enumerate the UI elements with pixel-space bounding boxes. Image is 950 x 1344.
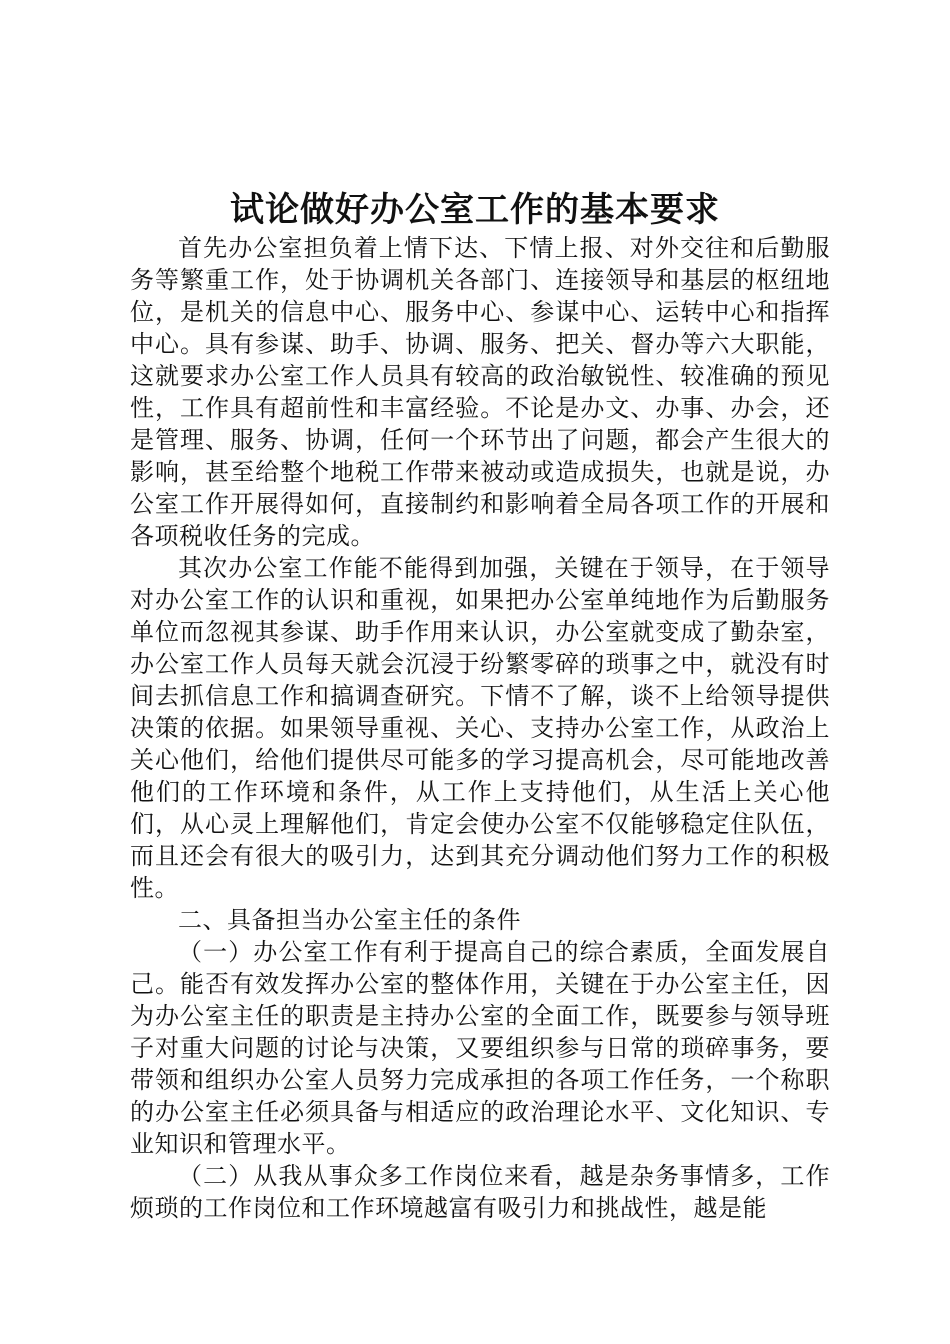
document-title: 试论做好办公室工作的基本要求 xyxy=(230,190,720,230)
document-body xyxy=(130,232,830,1224)
paragraph-2: 其次办公室工作能不能得到加强，关键在于领导，在于领导对办公室工作的认识和重视，如果把办公室单纯地作为后勤服务单位而忽视其参谋、助手作用来认识，办公室就变成了勤杂室，办公室工作人员每天就会沉浸于纷繁零碎的琐事之中，就没有时间去抓信息工作和搞调查研究。下情不了解，谈不上给领导提供决策的依据。如果领导重视、关心、支持办公室工作，从政治上关心他们，给他们提供尽可能多的学习提高机会，尽可能地改善他们的工作环境和条件，从工作上支持他们，从生活上关心他们，从心灵上理解他们，肯定会使办公室不仅能够稳定住队伍，而且还会有很大的吸引力，达到其充分调动他们努力工作的积极性。 xyxy=(130,554,830,902)
section-heading: 二、具备担当办公室主任的条件 xyxy=(178,906,521,934)
paragraph-3: （一）办公室工作有利于提高自己的综合素质，全面发展自己。能否有效发挥办公室的整体作用，关键在于办公室主任，因为办公室主任的职责是主持办公室的全面工作，既要参与领导班子对重大问题的讨论与决策，又要组织参与日常的琐碎事务，要带领和组织办公室人员努力完成承担的各项工作任务，一个称职的办公室主任必须具备与相适应的政治理论水平、文化知识、专业知识和管理水平。 xyxy=(130,938,830,1158)
paragraph-4: （二）从我从事众多工作岗位来看，越是杂务事情多，工作烦琐的工作岗位和工作环境越富有吸引力和挑战性，越是能 xyxy=(130,1162,830,1222)
paragraph-1: 首先办公室担负着上情下达、下情上报、对外交往和后勤服务等繁重工作，处于协调机关各部门、连接领导和基层的枢纽地位，是机关的信息中心、服务中心、参谋中心、运转中心和指挥中心。具有参谋、助手、协调、服务、把关、督办等六大职能，这就要求办公室工作人员具有较高的政治敏锐性、较准确的预见性，工作具有超前性和丰富经验。不论是办文、办事、办会，还是管理、服务、协调，任何一个环节出了问题，都会产生很大的影响，甚至给整个地税工作带来被动或造成损失，也就是说，办公室工作开展得如何，直接制约和影响着全局各项工作的开展和各项税收任务的完成。 xyxy=(130,234,830,550)
